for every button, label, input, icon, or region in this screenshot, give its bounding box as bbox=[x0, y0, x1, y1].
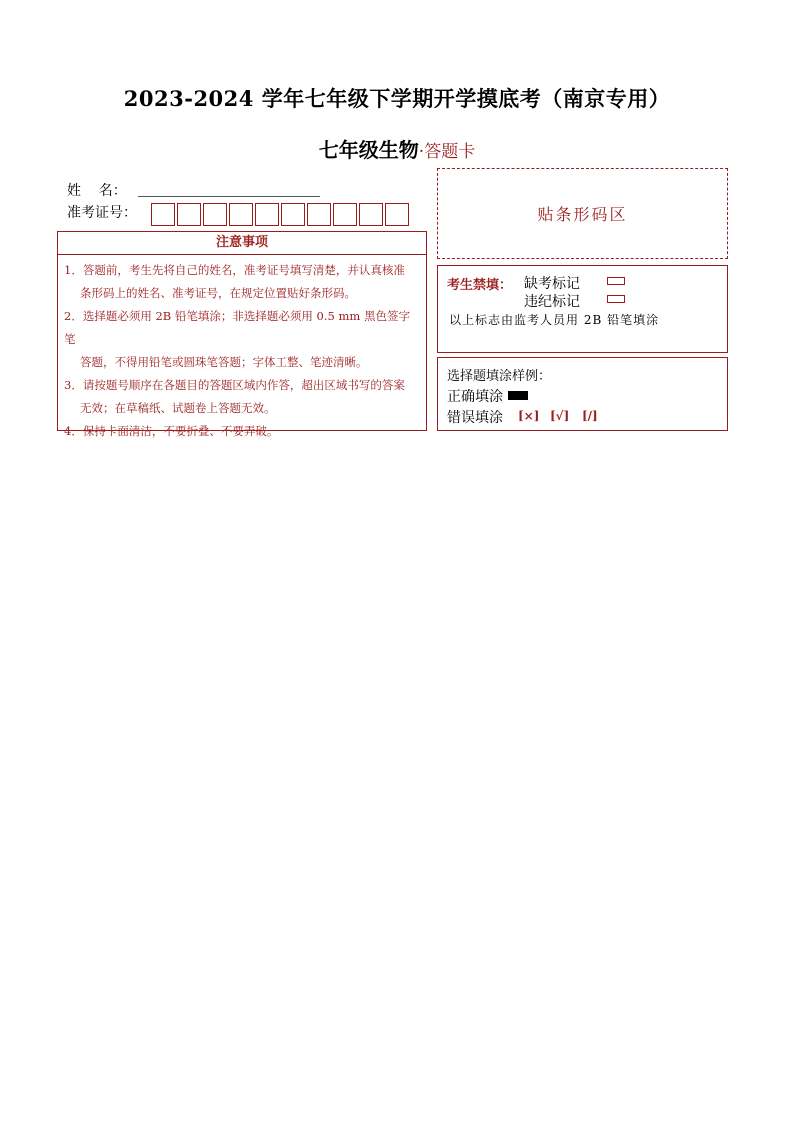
exam-id-digit-box[interactable] bbox=[151, 203, 175, 226]
name-label: 姓 名： bbox=[67, 183, 127, 199]
notice-item: 2．选择题必须用 2B 铅笔填涂；非选择题必须用 0.5 mm 黑色签字笔 bbox=[64, 309, 410, 346]
violation-label: 违纪标记 bbox=[524, 294, 580, 310]
correct-label: 正确填涂 bbox=[447, 389, 503, 405]
forbidden-note: 以上标志由监考人员用 2B 铅笔填涂 bbox=[449, 313, 660, 327]
absent-label: 缺考标记 bbox=[524, 276, 580, 292]
exam-id-digit-box[interactable] bbox=[333, 203, 357, 226]
notice-item: 4．保持卡面清洁，不要折叠、不要弄破。 bbox=[64, 424, 279, 438]
id-label: 准考证号： bbox=[67, 205, 137, 221]
notice-body bbox=[57, 255, 427, 438]
violation-mark-box[interactable] bbox=[607, 295, 625, 303]
exam-id-digit-box[interactable] bbox=[281, 203, 305, 226]
wrong-label: 错误填涂 bbox=[447, 410, 503, 426]
subtitle-separator: · bbox=[418, 142, 425, 162]
barcode-area bbox=[437, 168, 728, 259]
exam-id-digit-box[interactable] bbox=[203, 203, 227, 226]
notice-heading: 注意事项 bbox=[57, 231, 427, 255]
wrong-mark-check: [√] bbox=[550, 409, 570, 423]
card-subtitle bbox=[0, 134, 794, 163]
wrong-mark-cross: [×] bbox=[518, 409, 540, 423]
sample-heading: 选择题填涂样例： bbox=[447, 369, 552, 384]
absent-mark-box[interactable] bbox=[607, 277, 625, 285]
notice-item: 3．请按题号顺序在各题目的答题区域内作答，超出区域书写的答案 bbox=[64, 378, 405, 392]
exam-id-digit-box[interactable] bbox=[177, 203, 201, 226]
wrong-mark-slash: [/] bbox=[582, 409, 598, 423]
notice-item: 1．答题前，考生先将自己的姓名，准考证号填写清楚，并认真核准 bbox=[64, 263, 405, 277]
exam-id-boxes[interactable] bbox=[151, 203, 411, 227]
correct-fill-sample bbox=[508, 391, 528, 400]
exam-id-digit-box[interactable] bbox=[359, 203, 383, 226]
answer-card-label: 答题卡 bbox=[424, 142, 476, 162]
forbidden-label: 考生禁填： bbox=[447, 278, 513, 293]
notice-item: 条形码上的姓名、准考证号，在规定位置贴好条形码。 bbox=[80, 286, 356, 300]
barcode-label: 贴条形码区 bbox=[537, 205, 628, 224]
name-field[interactable] bbox=[138, 195, 320, 197]
exam-id-digit-box[interactable] bbox=[229, 203, 253, 226]
notice-item: 无效；在草稿纸、试题卷上答题无效。 bbox=[80, 401, 276, 415]
subject-title: 七年级生物 bbox=[318, 138, 419, 162]
fill-sample-box bbox=[437, 357, 728, 431]
exam-id-digit-box[interactable] bbox=[255, 203, 279, 226]
exam-title: 2023-2024 学年七年级下学期开学摸底考（南京专用） bbox=[123, 86, 671, 111]
examiner-only-box bbox=[437, 265, 728, 353]
exam-id-digit-box[interactable] bbox=[385, 203, 409, 226]
notice-item: 答题，不得用铅笔或圆珠笔答题；字体工整、笔迹清晰。 bbox=[80, 355, 368, 369]
exam-id-digit-box[interactable] bbox=[307, 203, 331, 226]
